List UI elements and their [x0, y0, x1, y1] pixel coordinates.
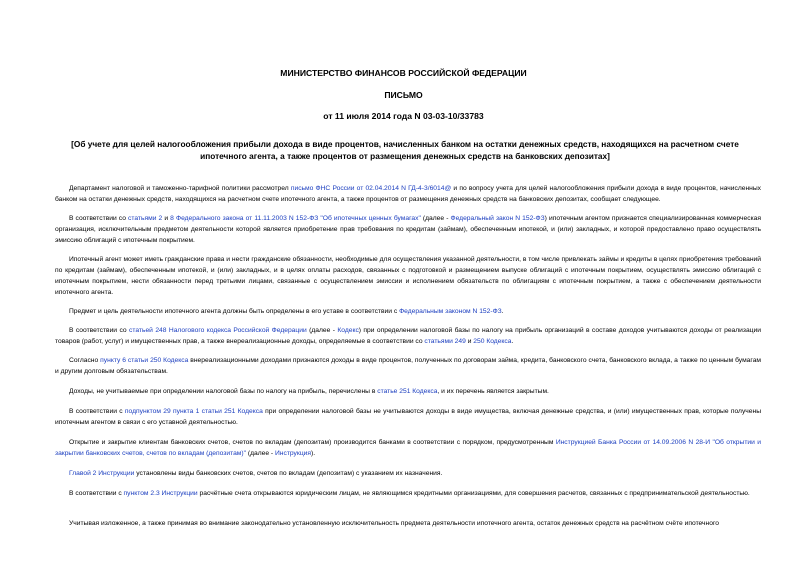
paragraph-text: , и их перечень является закрытым.	[437, 388, 549, 395]
paragraph	[55, 355, 761, 377]
document-link[interactable]: статьей 248 Налогового кодекса Российской Федерации	[129, 327, 307, 334]
paragraph-text: установлены виды банковских счетов, счетов по вкладам (депозитам) с указанием их назначения.	[134, 470, 443, 477]
document-type: ПИСЬМО	[384, 90, 423, 100]
paragraph-text: и	[162, 215, 171, 222]
document-link[interactable]: Кодекс	[337, 327, 359, 334]
paragraph-text: В соответствии с	[69, 408, 125, 415]
document-link[interactable]: статьями 2	[128, 215, 163, 222]
paragraph-text: Предмет и цель деятельности ипотечного агента должны быть определены в его уставе в соответствии с	[69, 308, 400, 315]
paragraph-text: ).	[311, 450, 316, 457]
document-link[interactable]: письмо ФНС России от 02.04.2014 N ГД-4-3/6014@	[290, 185, 452, 192]
paragraph-text: (далее -	[246, 450, 275, 457]
document-link[interactable]: Федеральным законом N 152-ФЗ	[399, 308, 502, 315]
document-link[interactable]: Инструкция	[275, 450, 312, 457]
paragraph-text: Департамент налоговой и таможенно-тарифной политики рассмотрел	[69, 185, 291, 192]
paragraph-text: при определении налоговой базы не учитываются доходы в виде имущества, включая денежные средства, и (или) имущественных прав, которые получены ипотечным агентом в связи с его уставной деятельностью.	[55, 408, 762, 426]
paragraph	[55, 325, 761, 347]
document-link[interactable]: пунктом 2.3 Инструкции	[123, 490, 198, 497]
paragraph-text: Ипотечный агент может иметь гражданские права и нести гражданские обязанности, необходимые для осуществления указанной деятельности, в том числе привлекать займы и кредиты в целях приобретения требований по кредитам (займам), обеспеченным ипотекой, и (или) закладных, и в целях оплаты расходов, связанных с подготовкой и размещением выпуске облигаций с ипотечным покрытием, осуществлять эмиссию облигаций с ипотечным покрытием, нести обязанности перед третьими лицами, связанные с осуществлением эмиссии и исполнением обязательств по облигациям с ипотечным покрытием, а также с обеспечением деятельности ипотечного агента.	[55, 256, 761, 296]
paragraph-text: расчётные счета открываются юридическим лицам, не являющимся кредитными организациями, для совершения расчетов, связанных с предпринимательской деятельностью.	[197, 490, 750, 497]
document-link[interactable]: 8 Федерального закона от 11.11.2003 N 152-ФЗ "Об ипотечных ценных бумагах"	[170, 215, 421, 222]
paragraph	[55, 386, 761, 397]
paragraph-text: внереализационными доходами признаются доходы в виде процентов, полученных по договорам займа, кредита, банковского счета, банковского вклада, а также по ценным бумагам и другим долговым обязательствам.	[55, 357, 762, 375]
paragraph-text: Доходы, не учитываемые при определении налоговой базы по налогу на прибыль, перечислены в	[69, 388, 378, 395]
paragraph-text: .	[511, 338, 514, 345]
document-subject: [Об учете для целей налогообложения прибыли дохода в виде процентов, начисленных банком на остатки денежных средств, находящихся на расчетном счете ипотечного агента, а также процентов от размещения денежных средств на банковских депозитах]	[71, 139, 739, 161]
paragraph-text: ) ипотечным агентом признается специализированная коммерческая организация, исключительным предметом деятельности которой является приобретение прав требования по кредитам (займам), обеспеченным ипотекой, и (или) закладных, и которой предоставлено право осуществлять эмиссию облигаций с ипотечным покрытием.	[55, 215, 761, 244]
paragraph-text: В соответствии со	[69, 327, 129, 334]
paragraph	[55, 406, 761, 428]
paragraph	[55, 488, 761, 499]
paragraph-text: Учитывая изложенное, а также принимая во внимание законодательно установленную исключительность предмета деятельности ипотечного агента, остаток денежных средств на расчётном счёте ипотечного	[69, 520, 719, 527]
paragraph-text: (далее -	[420, 215, 451, 222]
paragraph-text: В соответствии с	[69, 490, 124, 497]
paragraph	[55, 254, 761, 298]
paragraph-text: ) при определении налоговой базы по налогу на прибыль организаций в составе доходов учитываются доходы от реализации товаров (работ, услуг) и имущественных прав, а также внереализационные доходы, определяемые в соответствии со	[55, 327, 761, 345]
paragraph-text: Согласно	[69, 357, 101, 364]
paragraph	[55, 183, 761, 205]
paragraph	[55, 306, 761, 317]
paragraph-text: (далее -	[306, 327, 338, 334]
paragraph	[55, 213, 761, 246]
paragraph	[55, 518, 761, 529]
paragraph-text: и	[465, 338, 474, 345]
ministry-title: МИНИСТЕРСТВО ФИНАНСОВ РОССИЙСКОЙ ФЕДЕРАЦИИ	[280, 68, 527, 78]
paragraph	[55, 468, 761, 479]
document-link[interactable]: 250 Кодекса	[473, 338, 512, 345]
document-date-number: от 11 июля 2014 года N 03-03-10/33783	[323, 111, 484, 121]
paragraph-text: .	[501, 308, 504, 315]
document-link[interactable]: статье 251 Кодекса	[377, 388, 438, 395]
paragraph	[55, 437, 761, 459]
document-link[interactable]: Федеральный закон N 152-ФЗ	[450, 215, 545, 222]
paragraph-text: Открытие и закрытие клиентам банковских счетов, счетов по вкладам (депозитам) производится банками в соответствии с порядком, предусмотренным	[69, 439, 556, 446]
paragraph-text: и по вопросу учета для целей налогообложения прибыли дохода в виде процентов, начисленных банком на остатки денежных средств, находящихся на расчетном счете ипотечного агента, а также процентов от размещения денежных средств на банковских депозитах, сообщает следующее.	[55, 185, 761, 203]
document-link[interactable]: подпунктом 29 пункта 1 статьи 251 Кодекса	[124, 408, 263, 415]
document-link[interactable]: Главой 2 Инструкции	[69, 470, 135, 477]
paragraph-text: В соответствии со	[69, 215, 129, 222]
document-link[interactable]: Инструкцией Банка России от 14.09.2006 N 28-И "Об открытии и закрытии банковских счетов, счетов по вкладам (депозитам)"	[55, 439, 761, 457]
document-link[interactable]: пункту 6 статьи 250 Кодекса	[100, 357, 189, 364]
document-link[interactable]: статьями 249	[424, 338, 466, 345]
